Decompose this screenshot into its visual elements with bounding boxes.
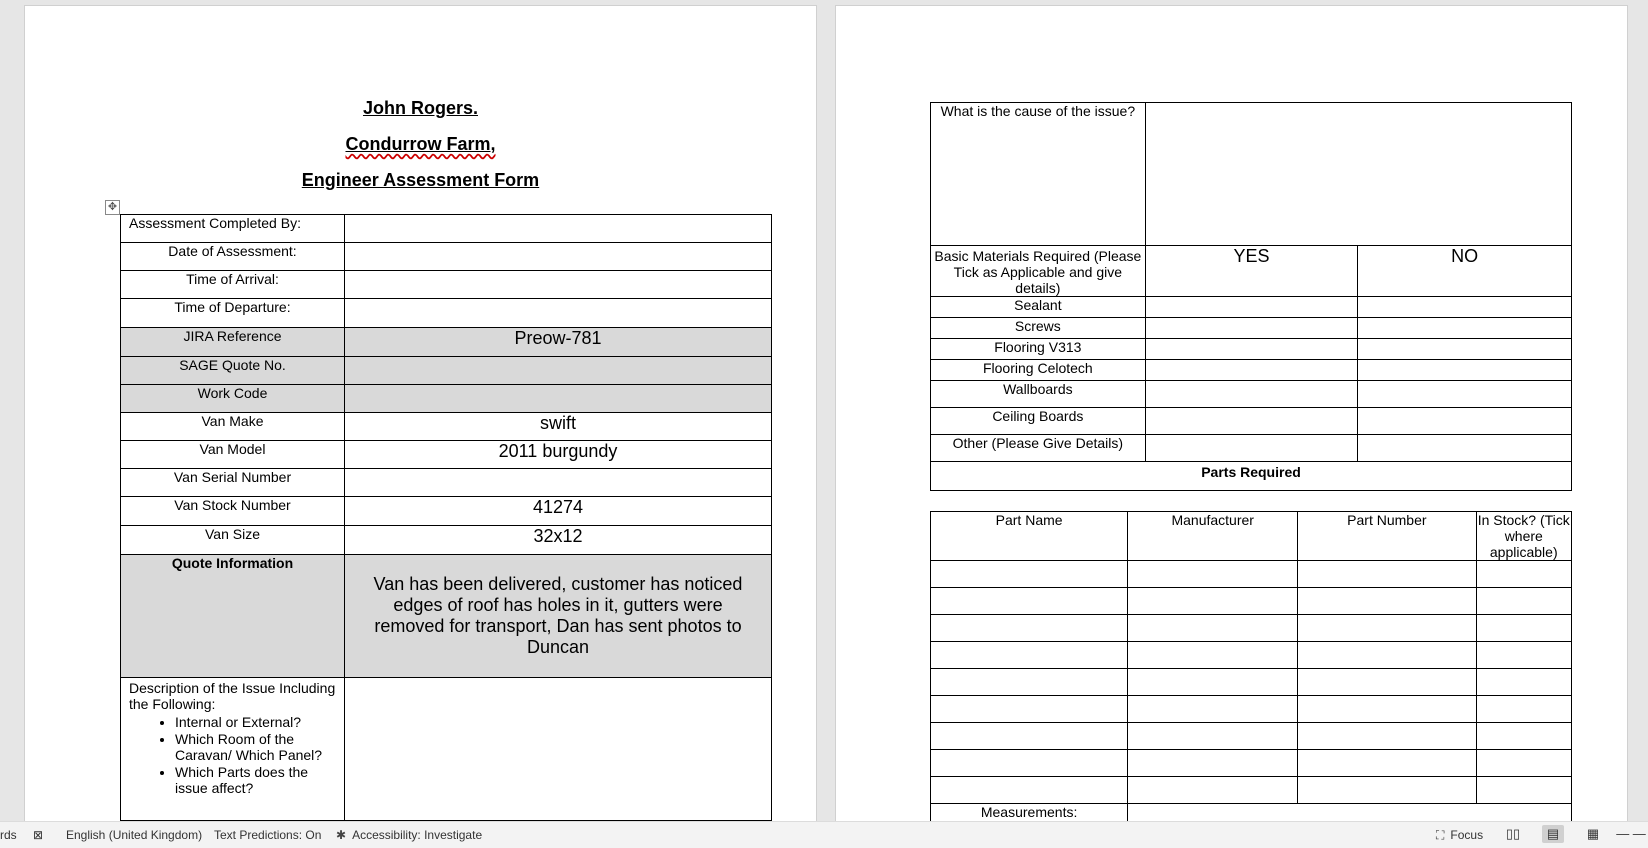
assessment-row-label: Work Code xyxy=(121,385,345,413)
assessment-row-label: Van Model xyxy=(121,441,345,469)
description-cell xyxy=(121,678,345,821)
web-layout-icon[interactable]: ▦ xyxy=(1586,826,1600,841)
title-farm-text: Condurrow Farm, xyxy=(345,134,496,154)
description-row xyxy=(121,678,772,821)
assessment-row-label: Time of Arrival: xyxy=(121,271,345,299)
parts-row xyxy=(931,588,1572,615)
assessment-row-value[interactable] xyxy=(345,243,772,271)
assessment-row xyxy=(121,413,772,441)
assessment-row xyxy=(121,215,772,243)
parts-cell[interactable] xyxy=(1476,588,1571,615)
document-page-2 xyxy=(835,5,1628,822)
parts-cell[interactable] xyxy=(931,696,1128,723)
description-bullet: • Which Parts does the issue affect? xyxy=(175,764,338,796)
material-label: Wallboards xyxy=(931,381,1146,408)
parts-column-header: Part Name xyxy=(931,512,1128,561)
parts-table xyxy=(930,511,1572,822)
material-no-cell[interactable] xyxy=(1358,339,1572,360)
material-no-cell[interactable] xyxy=(1358,408,1572,435)
measurements-label: Measurements: xyxy=(931,804,1128,823)
parts-cell[interactable] xyxy=(1476,777,1571,804)
parts-cell[interactable] xyxy=(1298,588,1476,615)
parts-cell[interactable] xyxy=(1476,696,1571,723)
assessment-row-value[interactable]: swift xyxy=(345,413,772,441)
parts-cell[interactable] xyxy=(1476,750,1571,777)
material-no-cell[interactable] xyxy=(1358,318,1572,339)
parts-cell[interactable] xyxy=(1476,615,1571,642)
material-no-cell[interactable] xyxy=(1358,297,1572,318)
assessment-row-label: Date of Assessment: xyxy=(121,243,345,271)
assessment-row xyxy=(121,526,772,555)
cause-label: What is the cause of the issue? xyxy=(931,103,1146,246)
print-layout-icon[interactable]: ▤ xyxy=(1542,825,1564,843)
parts-row xyxy=(931,615,1572,642)
proofing-icon[interactable]: ⊠ xyxy=(33,828,44,842)
measurements-row xyxy=(931,804,1572,823)
assessment-row-value[interactable]: 32x12 xyxy=(345,526,772,555)
material-label: Flooring V313 xyxy=(931,339,1146,360)
parts-cell[interactable] xyxy=(1298,669,1476,696)
assessment-row-value[interactable] xyxy=(345,299,772,328)
material-no-cell[interactable] xyxy=(1358,435,1572,462)
material-yes-cell[interactable] xyxy=(1145,435,1358,462)
parts-cell[interactable] xyxy=(1128,777,1298,804)
parts-cell[interactable] xyxy=(1298,750,1476,777)
assessment-row xyxy=(121,385,772,413)
parts-cell[interactable] xyxy=(1128,696,1298,723)
material-yes-cell[interactable] xyxy=(1145,339,1358,360)
parts-header-row xyxy=(931,512,1572,561)
parts-column-header: Part Number xyxy=(1298,512,1476,561)
focus-icon: ⛶ xyxy=(1436,828,1445,842)
parts-row xyxy=(931,561,1572,588)
assessment-row-value[interactable] xyxy=(345,215,772,243)
materials-table xyxy=(930,102,1572,491)
status-bar xyxy=(0,821,1648,848)
description-bullets xyxy=(129,714,338,796)
quote-label: Quote Information xyxy=(121,555,345,678)
material-row xyxy=(931,318,1572,339)
parts-column-header: In Stock? (Tick where applicable) xyxy=(1477,512,1570,560)
material-row xyxy=(931,360,1572,381)
assessment-row xyxy=(121,441,772,469)
parts-cell[interactable] xyxy=(1128,642,1298,669)
yes-header: YES xyxy=(1145,246,1358,297)
description-value-cell[interactable] xyxy=(345,678,772,821)
parts-cell[interactable] xyxy=(1476,669,1571,696)
text-predictions-status[interactable]: Text Predictions: On xyxy=(214,828,322,842)
assessment-row xyxy=(121,243,772,271)
assessment-row-value[interactable]: Preow-781 xyxy=(345,328,772,357)
material-label: Screws xyxy=(931,318,1146,339)
assessment-row xyxy=(121,497,772,526)
assessment-row-label: Van Stock Number xyxy=(121,497,345,526)
assessment-row xyxy=(121,357,772,385)
parts-cell[interactable] xyxy=(931,723,1128,750)
basic-materials-label: Basic Materials Required (Please Tick as Applicable and give details) xyxy=(931,246,1146,297)
parts-cell[interactable] xyxy=(1298,642,1476,669)
assessment-row-value[interactable] xyxy=(345,469,772,497)
parts-cell[interactable] xyxy=(1476,723,1571,750)
parts-cell[interactable] xyxy=(1128,750,1298,777)
material-row xyxy=(931,435,1572,462)
parts-cell[interactable] xyxy=(1298,615,1476,642)
parts-cell[interactable] xyxy=(931,669,1128,696)
parts-cell[interactable] xyxy=(1128,723,1298,750)
document-page-1 xyxy=(24,5,817,822)
accessibility-status[interactable] xyxy=(336,828,482,842)
material-yes-cell[interactable] xyxy=(1145,360,1358,381)
assessment-row-value[interactable] xyxy=(345,357,772,385)
parts-cell[interactable] xyxy=(1298,723,1476,750)
assessment-row-label: Van Serial Number xyxy=(121,469,345,497)
material-label: Sealant xyxy=(931,297,1146,318)
read-mode-icon[interactable]: ▯▯ xyxy=(1505,826,1521,841)
parts-cell[interactable] xyxy=(1298,696,1476,723)
focus-label: Focus xyxy=(1450,828,1484,842)
assessment-row-value[interactable]: 41274 xyxy=(345,497,772,526)
parts-cell[interactable] xyxy=(1128,561,1298,588)
assessment-row xyxy=(121,299,772,328)
parts-cell[interactable] xyxy=(1128,615,1298,642)
parts-cell[interactable] xyxy=(1298,777,1476,804)
material-yes-cell[interactable] xyxy=(1145,381,1358,408)
no-header: NO xyxy=(1358,246,1572,297)
parts-row xyxy=(931,777,1572,804)
material-yes-cell[interactable] xyxy=(1145,318,1358,339)
assessment-row-label: Assessment Completed By: xyxy=(121,215,345,243)
parts-cell[interactable] xyxy=(931,750,1128,777)
material-yes-cell[interactable] xyxy=(1145,408,1358,435)
assessment-row xyxy=(121,271,772,299)
material-row xyxy=(931,381,1572,408)
parts-row xyxy=(931,669,1572,696)
accessibility-label: Accessibility: Investigate xyxy=(352,828,483,842)
assessment-row-label: JIRA Reference xyxy=(121,328,345,357)
parts-required-header: Parts Required xyxy=(931,462,1572,491)
assessment-row-value[interactable] xyxy=(345,385,772,413)
parts-cell[interactable] xyxy=(931,588,1128,615)
assessment-table xyxy=(120,214,772,821)
measurements-value-cell[interactable] xyxy=(1128,804,1572,823)
accessibility-icon: ✱ xyxy=(336,828,347,842)
description-bullet: • Internal or External? xyxy=(175,714,338,730)
parts-cell[interactable] xyxy=(931,777,1128,804)
parts-cell[interactable] xyxy=(1298,561,1476,588)
zoom-slider[interactable]: — — xyxy=(1616,826,1646,841)
assessment-row xyxy=(121,328,772,357)
parts-row xyxy=(931,750,1572,777)
material-label: Flooring Celotech xyxy=(931,360,1146,381)
assessment-row-label: SAGE Quote No. xyxy=(121,357,345,385)
word-count[interactable]: rds xyxy=(0,828,17,842)
parts-cell[interactable] xyxy=(931,615,1128,642)
description-bullet: • Which Room of the Caravan/ Which Panel? xyxy=(175,731,338,763)
title-name: John Rogers. xyxy=(362,98,478,118)
cause-value-cell[interactable] xyxy=(1145,103,1571,246)
parts-column-header: Manufacturer xyxy=(1128,512,1298,561)
assessment-row xyxy=(121,469,772,497)
quote-text[interactable]: Van has been delivered, customer has noticed edges of roof has holes in it, gutters were removed for transport, Dan has sent photos to Duncan xyxy=(345,555,772,678)
description-label: Description of the Issue Including the Following: xyxy=(129,680,336,712)
title-farm xyxy=(25,134,816,155)
material-no-cell[interactable] xyxy=(1358,360,1572,381)
table-move-handle-icon[interactable]: ✥ xyxy=(105,200,120,215)
focus-button[interactable] xyxy=(1436,828,1483,843)
parts-cell[interactable] xyxy=(931,642,1128,669)
material-row xyxy=(931,339,1572,360)
assessment-row-value[interactable] xyxy=(345,271,772,299)
assessment-row-label: Van Size xyxy=(121,526,345,555)
parts-cell[interactable] xyxy=(1128,588,1298,615)
parts-cell[interactable] xyxy=(1476,642,1571,669)
parts-cell[interactable] xyxy=(1476,561,1571,588)
material-row xyxy=(931,408,1572,435)
quote-row xyxy=(121,555,772,678)
title-form: Engineer Assessment Form xyxy=(301,170,540,190)
parts-row xyxy=(931,696,1572,723)
material-label: Ceiling Boards xyxy=(931,408,1146,435)
parts-row xyxy=(931,723,1572,750)
material-no-cell[interactable] xyxy=(1358,381,1572,408)
assessment-row-label: Time of Departure: xyxy=(121,299,345,328)
material-yes-cell[interactable] xyxy=(1145,297,1358,318)
material-label: Other (Please Give Details) xyxy=(931,435,1146,462)
language-status[interactable]: English (United Kingdom) xyxy=(66,828,203,842)
material-row xyxy=(931,297,1572,318)
assessment-row-value[interactable]: 2011 burgundy xyxy=(345,441,772,469)
parts-row xyxy=(931,642,1572,669)
assessment-row-label: Van Make xyxy=(121,413,345,441)
parts-cell[interactable] xyxy=(1128,669,1298,696)
parts-cell[interactable] xyxy=(931,561,1128,588)
